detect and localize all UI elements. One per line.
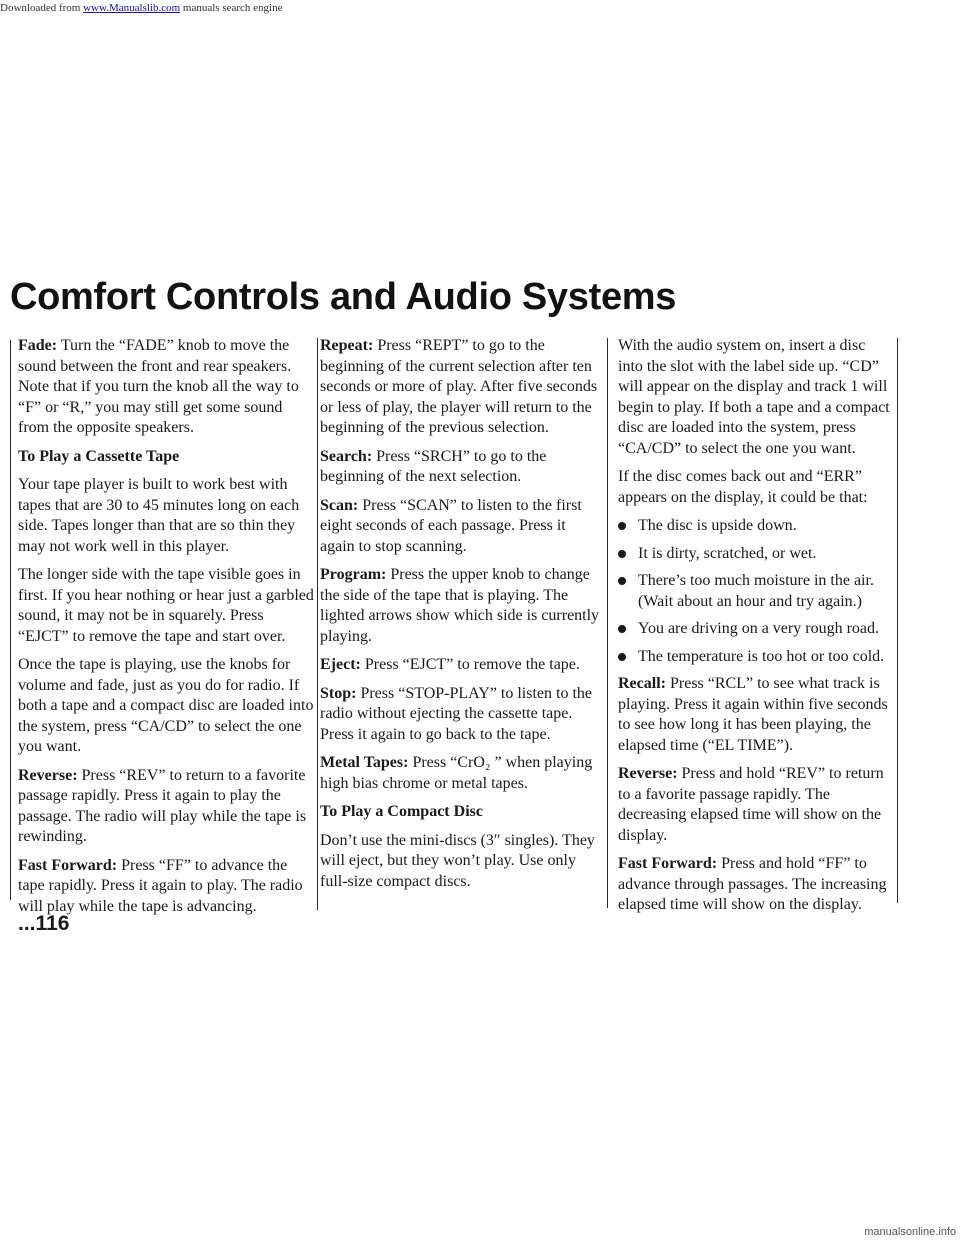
stop-text: Press “STOP-PLAY” to listen to the radio without ejecting the cassette tape. Press it again to go back to the tape.: [320, 684, 593, 743]
program-paragraph: [320, 565, 604, 647]
cd-fast-forward-text: Press and hold “FF” to advance through passages. The increasing elapsed time will show on the display.: [618, 855, 887, 913]
list-item: There’s too much moisture in the air. (Wait about an hour and try again.): [618, 571, 894, 612]
cassette-heading: To Play a Cassette Tape: [18, 447, 180, 465]
list-item: The disc is upside down.: [618, 516, 894, 537]
tape-length-paragraph: Your tape player is built to work best with tapes that are 30 to 45 minutes long on each side. Tapes longer than that are so thin they may not work well in this player.: [18, 476, 300, 555]
list-item: You are driving on a very rough road.: [618, 619, 894, 640]
recall-lead: Recall:: [618, 675, 666, 692]
recall-paragraph: [618, 674, 894, 756]
download-note-suffix: manuals search engine: [180, 2, 283, 14]
cd-reverse-text: Press and hold “REV” to return to a favorite passage rapidly. The decreasing elapsed time will show on the display.: [618, 765, 884, 844]
scan-text: Press “SCAN” to listen to the first eight seconds of each passage. Press it again to stop scanning.: [320, 496, 582, 555]
fade-paragraph: [18, 336, 314, 439]
search-lead: Search:: [320, 447, 373, 465]
list-item: The temperature is too hot or too cold.: [618, 647, 894, 668]
page-number: ...116: [18, 912, 70, 935]
cd-fast-forward-lead: Fast Forward:: [618, 855, 718, 872]
mini-disc-paragraph: Don’t use the mini-discs (3″ singles). They will eject, but they won’t play. Use only full-size compact discs.: [320, 831, 595, 890]
metal-tapes-paragraph: [320, 753, 604, 794]
manualslib-link[interactable]: www.Manualslib.com: [83, 2, 181, 14]
recall-text: Press “RCL” to see what track is playing. Press it again within five seconds to see how long it has been playing, the elapsed time (“EL TIME”).: [618, 675, 888, 754]
tape-playing-paragraph: Once the tape is playing, use the knobs for volume and fade, just as you do for radio. If both a tape and a compact disc are loaded into the system, press “CA/CD” to select the one you want.: [18, 656, 314, 755]
stop-lead: Stop:: [320, 684, 357, 702]
scan-lead: Scan:: [320, 496, 359, 514]
reverse-paragraph: [18, 766, 314, 848]
scan-paragraph: [320, 496, 604, 558]
eject-text: Press “EJCT” to remove the tape.: [360, 656, 580, 673]
cd-reverse-paragraph: [618, 764, 894, 846]
fade-lead: Fade:: [18, 337, 58, 354]
metal-tapes-lead: Metal Tapes:: [320, 754, 409, 771]
reverse-text: Press “REV” to return to a favorite passage rapidly. Press it again to play the passage. The radio will play while the tape is rewinding.: [18, 766, 307, 845]
column-2: [320, 336, 604, 900]
fast-forward-text: Press “FF” to advance the tape rapidly. Press it again to play. The radio will play while the tape is advancing.: [18, 856, 303, 915]
compact-disc-heading: To Play a Compact Disc: [320, 803, 483, 820]
download-note-prefix: Downloaded from: [0, 2, 84, 14]
stop-paragraph: [320, 684, 604, 746]
left-margin-rule: [10, 340, 11, 900]
eject-lead: Eject:: [320, 656, 361, 673]
err-causes-list: [618, 516, 894, 667]
column-1: [18, 336, 314, 925]
err-paragraph: If the disc comes back out and “ERR” appears on the display, it could be that:: [618, 468, 868, 506]
column-3: [618, 336, 894, 924]
insert-disc-paragraph: With the audio system on, insert a disc into the slot with the label side up. “CD” will appear on the display and track 1 will begin to play. If both a tape and a compact disc are loaded into the system, press “CA/CD” to select the one you want.: [618, 337, 890, 457]
footer-watermark: manualsonline.info: [864, 1226, 956, 1238]
tape-insert-paragraph: The longer side with the tape visible goes in first. If you hear nothing or hear just a garbled sound, it may not be in squarely. Press “EJCT” to remove the tape and start over.: [18, 566, 314, 645]
search-text: Press “SRCH” to go to the beginning of the next selection.: [320, 447, 547, 485]
repeat-lead: Repeat:: [320, 337, 374, 354]
reverse-lead: Reverse:: [18, 766, 78, 784]
metal-tapes-text: Press “CrO₂ ” when playing high bias chrome or metal tapes.: [320, 754, 593, 792]
fast-forward-paragraph: [18, 856, 314, 918]
cd-reverse-lead: Reverse:: [618, 765, 678, 782]
right-margin-rule: [897, 338, 898, 903]
column-divider-2: [607, 338, 608, 908]
fade-text: Turn the “FADE” knob to move the sound between the front and rear speakers. Note that if you turn the knob all the way to “F” or “R,” you may still get some sound from the opposite speakers.: [18, 337, 299, 436]
repeat-paragraph: [320, 336, 604, 439]
search-paragraph: [320, 447, 604, 488]
list-item: It is dirty, scratched, or wet.: [618, 544, 894, 565]
column-divider-1: [317, 338, 318, 910]
page-title: Comfort Controls and Audio Systems: [10, 276, 677, 318]
program-lead: Program:: [320, 566, 387, 583]
download-note: [0, 2, 282, 14]
fast-forward-lead: Fast Forward:: [18, 856, 118, 874]
repeat-text: Press “REPT” to go to the beginning of the current selection after ten seconds or more of play. After five seconds or less of play, the player will return to the beginning of the previous selection.: [320, 337, 598, 436]
eject-paragraph: [320, 655, 604, 676]
cd-fast-forward-paragraph: [618, 854, 894, 916]
program-text: Press the upper knob to change the side of the tape that is playing. The lighted arrows show which side is currently playing.: [320, 566, 600, 645]
